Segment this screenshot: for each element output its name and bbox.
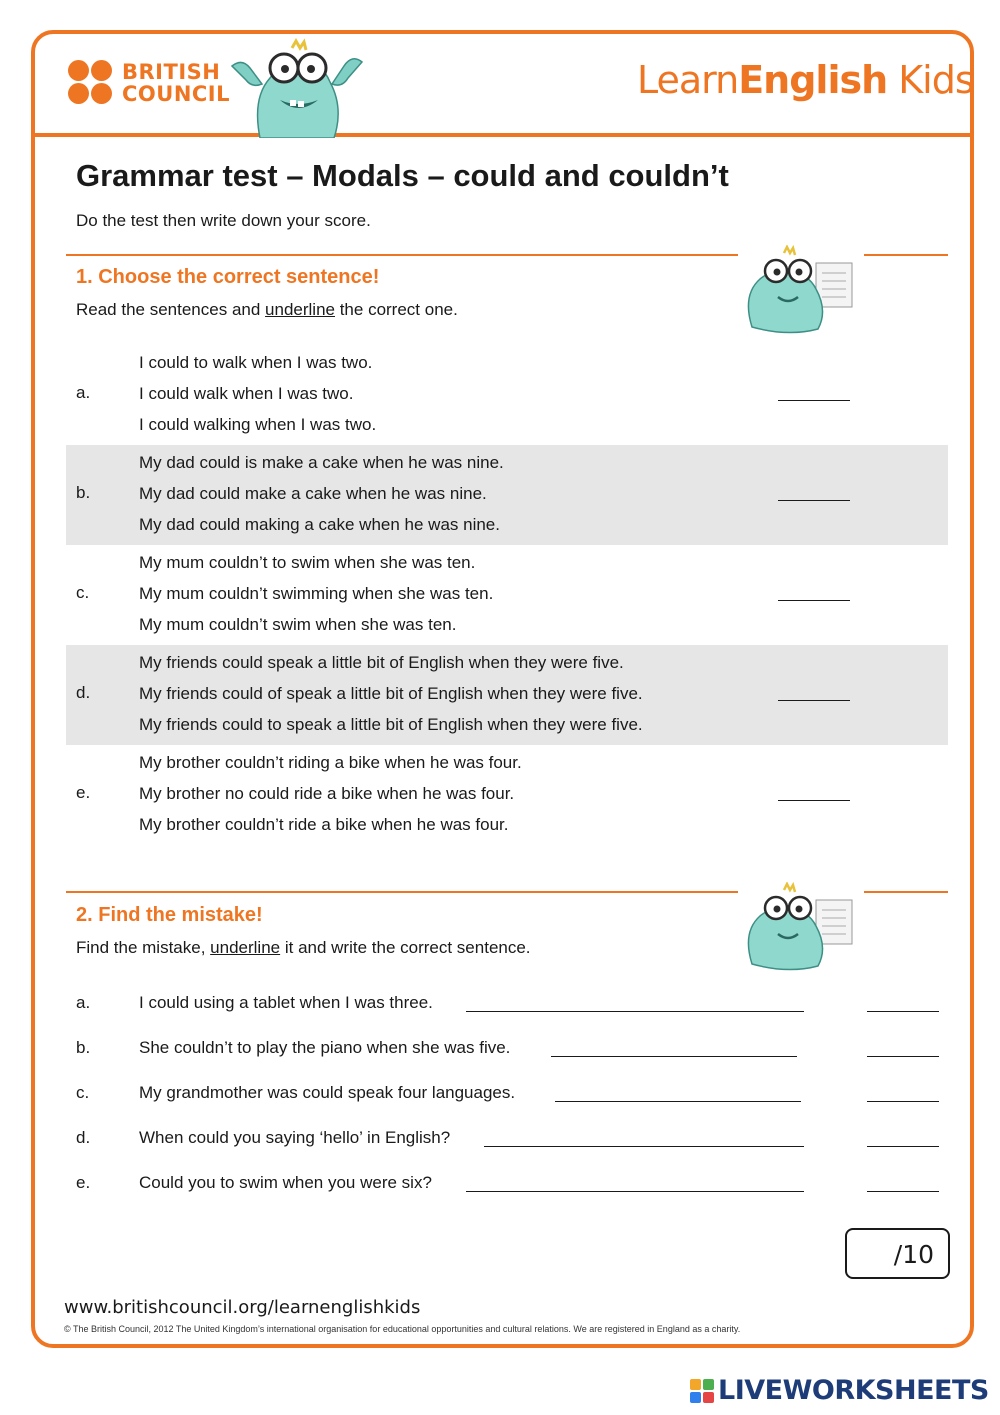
answer-option[interactable]: My brother couldn’t ride a bike when he was four.	[139, 815, 509, 834]
mistake-row-a	[66, 991, 948, 1017]
mistake-row-b	[66, 1036, 948, 1062]
score-blank[interactable]	[778, 700, 850, 701]
mistake-row-e	[66, 1171, 948, 1197]
correction-line[interactable]	[555, 1101, 801, 1102]
monster-with-paper-icon	[738, 245, 858, 335]
question-letter: a.	[76, 383, 91, 402]
footer-url[interactable]: www.britishcouncil.org/learnenglishkids	[64, 1297, 421, 1318]
intro-text: Do the test then write down your score.	[76, 211, 371, 230]
section1-instructions	[76, 300, 458, 320]
question-letter: b.	[76, 483, 91, 502]
question-block-e	[66, 745, 948, 845]
answer-option[interactable]: My friends could speak a little bit of English when they were five.	[139, 653, 624, 672]
british-council-dots-icon	[68, 60, 114, 106]
correction-line[interactable]	[484, 1146, 804, 1147]
lek-logo-kids: Kids	[887, 58, 974, 102]
answer-option[interactable]: My brother no could ride a bike when he was four.	[139, 784, 515, 803]
score-blank[interactable]	[867, 1056, 939, 1057]
bc-logo-line1: BRITISH	[122, 60, 221, 84]
header-divider	[35, 133, 970, 137]
question-letter: c.	[76, 583, 90, 602]
answer-option[interactable]: My mum couldn’t swim when she was ten.	[139, 615, 457, 634]
lek-logo-english: English	[738, 58, 888, 102]
section2-divider-right	[864, 891, 948, 893]
score-blank[interactable]	[778, 800, 850, 801]
lek-logo-learn: Learn	[637, 58, 739, 102]
section2-instructions	[76, 938, 531, 958]
question-block-b	[66, 445, 948, 545]
learnenglish-kids-logo	[637, 58, 974, 102]
question-block-a	[66, 345, 948, 445]
answer-option[interactable]: My brother couldn’t riding a bike when he was four.	[139, 753, 522, 772]
score-blank[interactable]	[778, 400, 850, 401]
section1-divider-right	[864, 254, 948, 256]
answer-option[interactable]: My friends could of speak a little bit of English when they were five.	[139, 684, 643, 703]
liveworksheets-icon	[690, 1379, 714, 1403]
score-blank[interactable]	[778, 600, 850, 601]
mistake-row-c	[66, 1081, 948, 1107]
mistake-sentence[interactable]: When could you saying ‘hello’ in English?	[139, 1128, 451, 1147]
section1-divider-left	[66, 254, 738, 256]
question-block-d	[66, 645, 948, 745]
mistake-sentence[interactable]: I could using a tablet when I was three.	[139, 993, 433, 1012]
footer-legal: © The British Council, 2012 The United Kingdom’s international organisation for educational opportunities and cultural relations. We are registered in England as a charity.	[64, 1324, 741, 1334]
score-blank[interactable]	[867, 1146, 939, 1147]
page-title: Grammar test – Modals – could and couldn’t	[76, 158, 729, 193]
score-blank[interactable]	[778, 500, 850, 501]
correction-line[interactable]	[466, 1191, 804, 1192]
section2-instr-pre: Find the mistake,	[76, 938, 211, 957]
mistake-letter: c.	[76, 1083, 90, 1102]
score-blank[interactable]	[867, 1011, 939, 1012]
section1-instr-post: the correct one.	[334, 300, 458, 319]
mistake-row-d	[66, 1126, 948, 1152]
mistake-sentence[interactable]: She couldn’t to play the piano when she was five.	[139, 1038, 511, 1057]
question-block-c	[66, 545, 948, 645]
section2-divider-left	[66, 891, 738, 893]
mistake-sentence[interactable]: My grandmother was could speak four languages.	[139, 1083, 516, 1102]
mistake-sentence[interactable]: Could you to swim when you were six?	[139, 1173, 432, 1192]
score-blank[interactable]	[867, 1191, 939, 1192]
section1-instr-pre: Read the sentences and	[76, 300, 266, 319]
section1-instr-underline: underline	[265, 300, 335, 319]
question-letter: e.	[76, 783, 91, 802]
section2-title: 2. Find the mistake!	[76, 904, 263, 926]
correction-line[interactable]	[551, 1056, 797, 1057]
monster-mascot-icon	[222, 38, 372, 138]
section1-title: 1. Choose the correct sentence!	[76, 266, 380, 288]
section2-instr-post: it and write the correct sentence.	[280, 938, 531, 957]
mistake-letter: b.	[76, 1038, 91, 1057]
correction-line[interactable]	[466, 1011, 804, 1012]
section2-instr-underline: underline	[210, 938, 281, 957]
answer-option[interactable]: My dad could make a cake when he was nine.	[139, 484, 487, 503]
liveworksheets-text: LIVEWORKSHEETS	[718, 1375, 989, 1406]
score-blank[interactable]	[867, 1101, 939, 1102]
total-score-label: /10	[893, 1240, 934, 1269]
mistake-letter: e.	[76, 1173, 91, 1192]
answer-option[interactable]: I could to walk when I was two.	[139, 353, 373, 372]
answer-option[interactable]: My mum couldn’t to swim when she was ten.	[139, 553, 476, 572]
monster-with-paper-icon	[738, 882, 858, 972]
question-letter: d.	[76, 683, 91, 702]
answer-option[interactable]: My mum couldn’t swimming when she was ten.	[139, 584, 494, 603]
mistake-letter: d.	[76, 1128, 91, 1147]
mistake-letter: a.	[76, 993, 91, 1012]
answer-option[interactable]: I could walk when I was two.	[139, 384, 354, 403]
total-score-box[interactable]	[845, 1228, 950, 1279]
bc-logo-line2: COUNCIL	[122, 82, 230, 106]
answer-option[interactable]: My dad could making a cake when he was nine.	[139, 515, 500, 534]
answer-option[interactable]: My dad could is make a cake when he was nine.	[139, 453, 504, 472]
answer-option[interactable]: My friends could to speak a little bit of English when they were five.	[139, 715, 643, 734]
answer-option[interactable]: I could walking when I was two.	[139, 415, 377, 434]
